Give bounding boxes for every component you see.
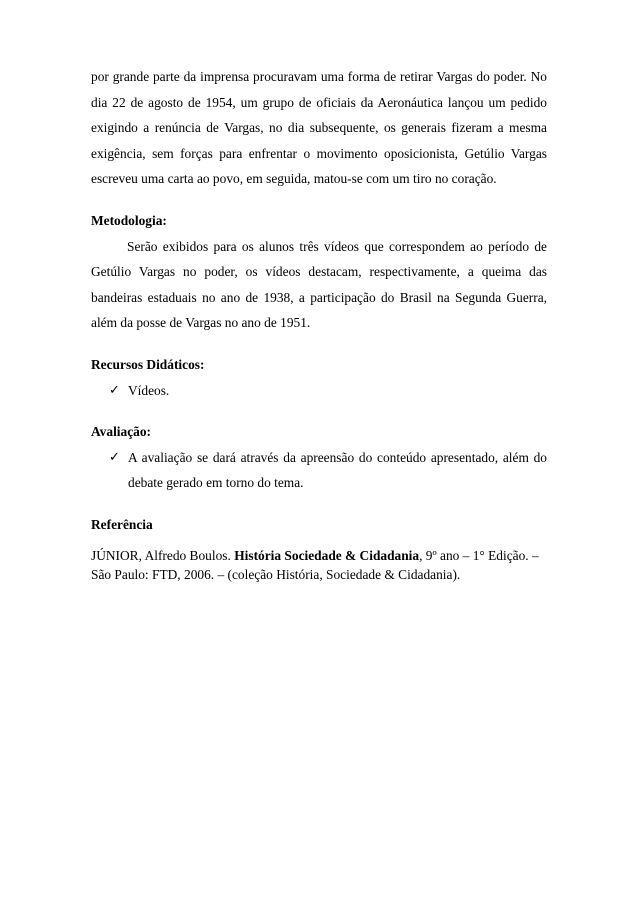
reference-entry [91,546,547,584]
intro-paragraph: por grande parte da imprensa procuravam uma forma de retirar Vargas do poder. No dia 22 de agosto de 1954, um grupo de oficiais da Aeronáutica lançou um pedido exigindo a renúncia de Vargas, no dia subsequente, os generais fizeram a mesma exigência, sem forças para enfrentar o movimento oposicionista, Getúlio Vargas escreveu uma carta ao povo, em seguida, matou-se com um tiro no coração. [91,69,547,187]
reference-details: , 9º ano – 1° Edição. – São Paulo: FTD, 2006. – (coleção História, Sociedade & Cidadania). [91,547,539,582]
recursos-list-item [91,378,547,404]
checkmark-icon: ✓ [109,382,120,398]
referencia-heading: Referência [91,516,153,532]
recursos-heading: Recursos Didáticos: [91,356,205,372]
avaliacao-item-text: A avaliação se dará através da apreensão do conteúdo apresentado, além do debate gerado em torno do tema. [128,449,547,491]
reference-author: JÚNIOR, Alfredo Boulos. [91,547,235,563]
metodologia-heading: Metodologia: [91,212,167,228]
reference-title: História Sociedade & Cidadania [234,547,420,563]
checkmark-icon: ✓ [109,449,120,465]
document-page [91,64,547,584]
recursos-item-text: Vídeos. [128,382,170,398]
avaliacao-list-item [91,445,547,496]
avaliacao-heading: Avaliação: [91,424,151,440]
metodologia-paragraph: Serão exibidos para os alunos três vídeos que correspondem ao período de Getúlio Vargas no poder, os vídeos destacam, respectivamente, a queima das bandeiras estaduais no ano de 1938, a participação do Brasil na Segunda Guerra, além da posse de Vargas no ano de 1951. [91,238,547,331]
